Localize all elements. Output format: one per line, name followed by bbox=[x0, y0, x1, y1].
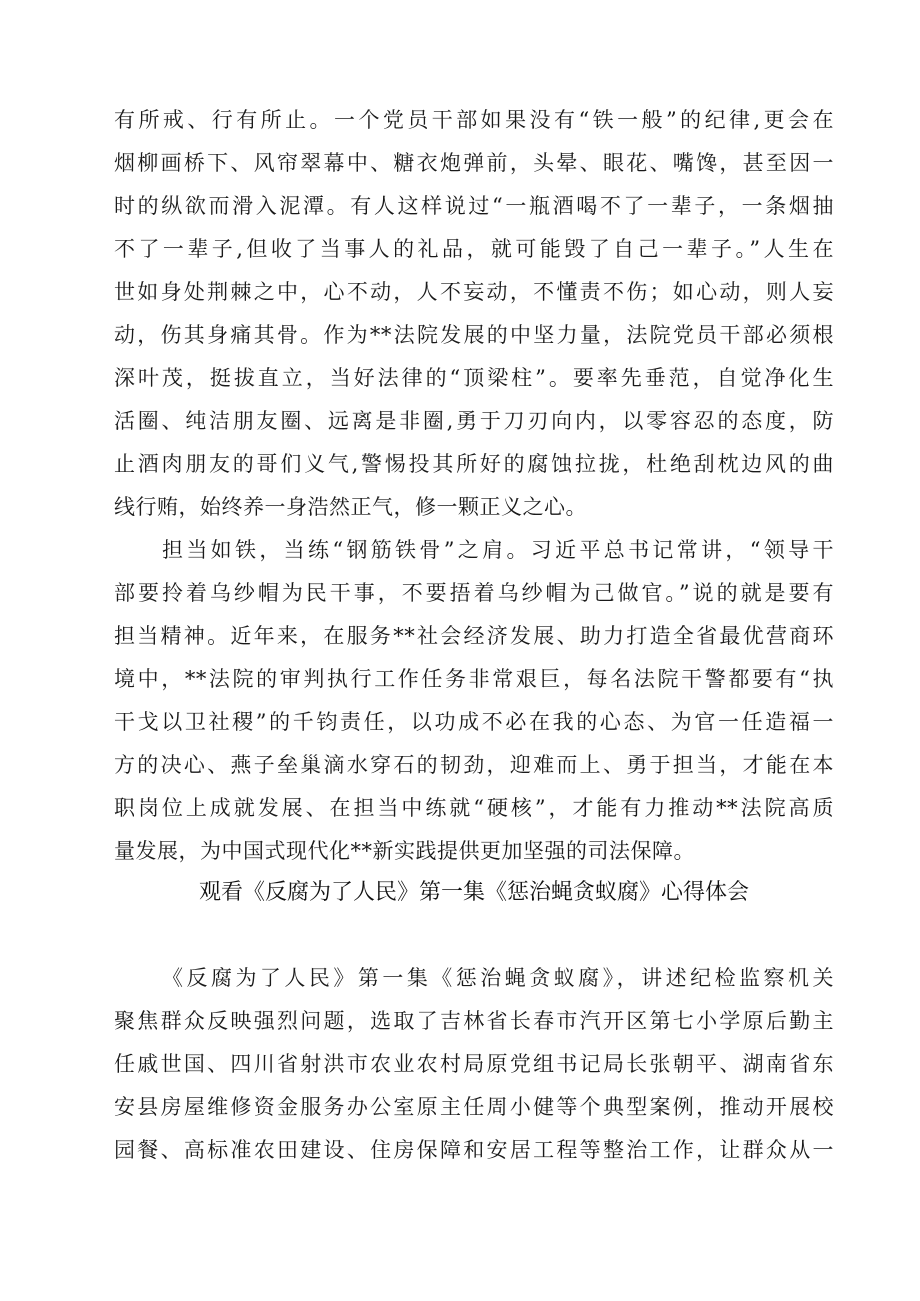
paragraph-1-line-5: 世如身处荆棘之中，心不动，人不妄动，不懂责不伤；如心动，则人妄 bbox=[114, 280, 834, 304]
paragraph-2-line-7: 职岗位上成就发展、在担当中练就“硬核”，才能有力推动**法院高质 bbox=[114, 796, 834, 820]
paragraph-2-line-8: 量发展，为中国式现代化**新实践提供更加坚强的司法保障。 bbox=[114, 839, 695, 863]
paragraph-2-line-1: 担当如铁，当练“钢筋铁骨”之肩。习近平总书记常讲，“领导干 bbox=[162, 538, 834, 562]
paragraph-2-line-2: 部要拎着乌纱帽为民干事，不要捂着乌纱帽为己做官。”说的就是要有 bbox=[114, 581, 834, 605]
paragraph-3-line-3: 任戚世国、四川省射洪市农业农村局原党组书记局长张朝平、湖南省东 bbox=[114, 1052, 834, 1076]
paragraph-3-line-4: 安县房屋维修资金服务办公室原主任周小健等个典型案例，推动开展校 bbox=[114, 1095, 834, 1119]
paragraph-2-line-4: 境中，**法院的审判执行工作任务非常艰巨，每名法院干警都要有“执 bbox=[114, 667, 834, 691]
paragraph-2-line-5: 干戈以卫社稷”的千钧责任，以功成不必在我的心态、为官一任造福一 bbox=[114, 710, 834, 734]
paragraph-3-line-5: 园餐、高标准农田建设、住房保障和安居工程等整治工作，让群众从一 bbox=[114, 1138, 834, 1162]
paragraph-1-line-6: 动，伤其身痛其骨。作为**法院发展的中坚力量，法院党员干部必须根 bbox=[114, 323, 834, 347]
paragraph-3-line-2: 聚焦群众反映强烈问题，选取了吉林省长春市汽开区第七小学原后勤主 bbox=[114, 1009, 834, 1033]
paragraph-1-line-2: 烟柳画桥下、风帘翠幕中、糖衣炮弹前，头晕、眼花、嘴馋，甚至因一 bbox=[114, 151, 834, 175]
paragraph-1-line-9: 止酒肉朋友的哥们义气,警惕投其所好的腐蚀拉拢，杜绝刮枕边风的曲 bbox=[114, 452, 834, 476]
paragraph-2-line-6: 方的决心、燕子垒巢滴水穿石的韧劲，迎难而上、勇于担当，才能在本 bbox=[114, 753, 834, 777]
paragraph-3-line-1: 《反腐为了人民》第一集《惩治蝇贪蚁腐》，讲述纪检监察机关 bbox=[162, 966, 834, 990]
section-heading: 观看《反腐为了人民》第一集《惩治蝇贪蚁腐》心得体会 bbox=[198, 880, 749, 905]
paragraph-2-line-3: 担当精神。近年来，在服务**社会经济发展、助力打造全省最优营商环 bbox=[114, 624, 834, 648]
paragraph-1-line-10: 线行贿，始终养一身浩然正气，修一颗正义之心。 bbox=[114, 495, 587, 519]
paragraph-1-line-3: 时的纵欲而滑入泥潭。有人这样说过“一瓶酒喝不了一辈子，一条烟抽 bbox=[114, 194, 834, 218]
paragraph-1-line-4: 不了一辈子,但收了当事人的礼品，就可能毁了自己一辈子。”人生在 bbox=[114, 237, 834, 261]
paragraph-1-line-1: 有所戒、行有所止。一个党员干部如果没有“铁一般”的纪律,更会在 bbox=[114, 108, 834, 132]
paragraph-1-line-8: 活圈、纯洁朋友圈、远离是非圈,勇于刀刃向内，以零容忍的态度，防 bbox=[114, 409, 834, 433]
paragraph-1-line-7: 深叶茂，挺拔直立，当好法律的“顶梁柱”。要率先垂范，自觉净化生 bbox=[114, 366, 834, 390]
